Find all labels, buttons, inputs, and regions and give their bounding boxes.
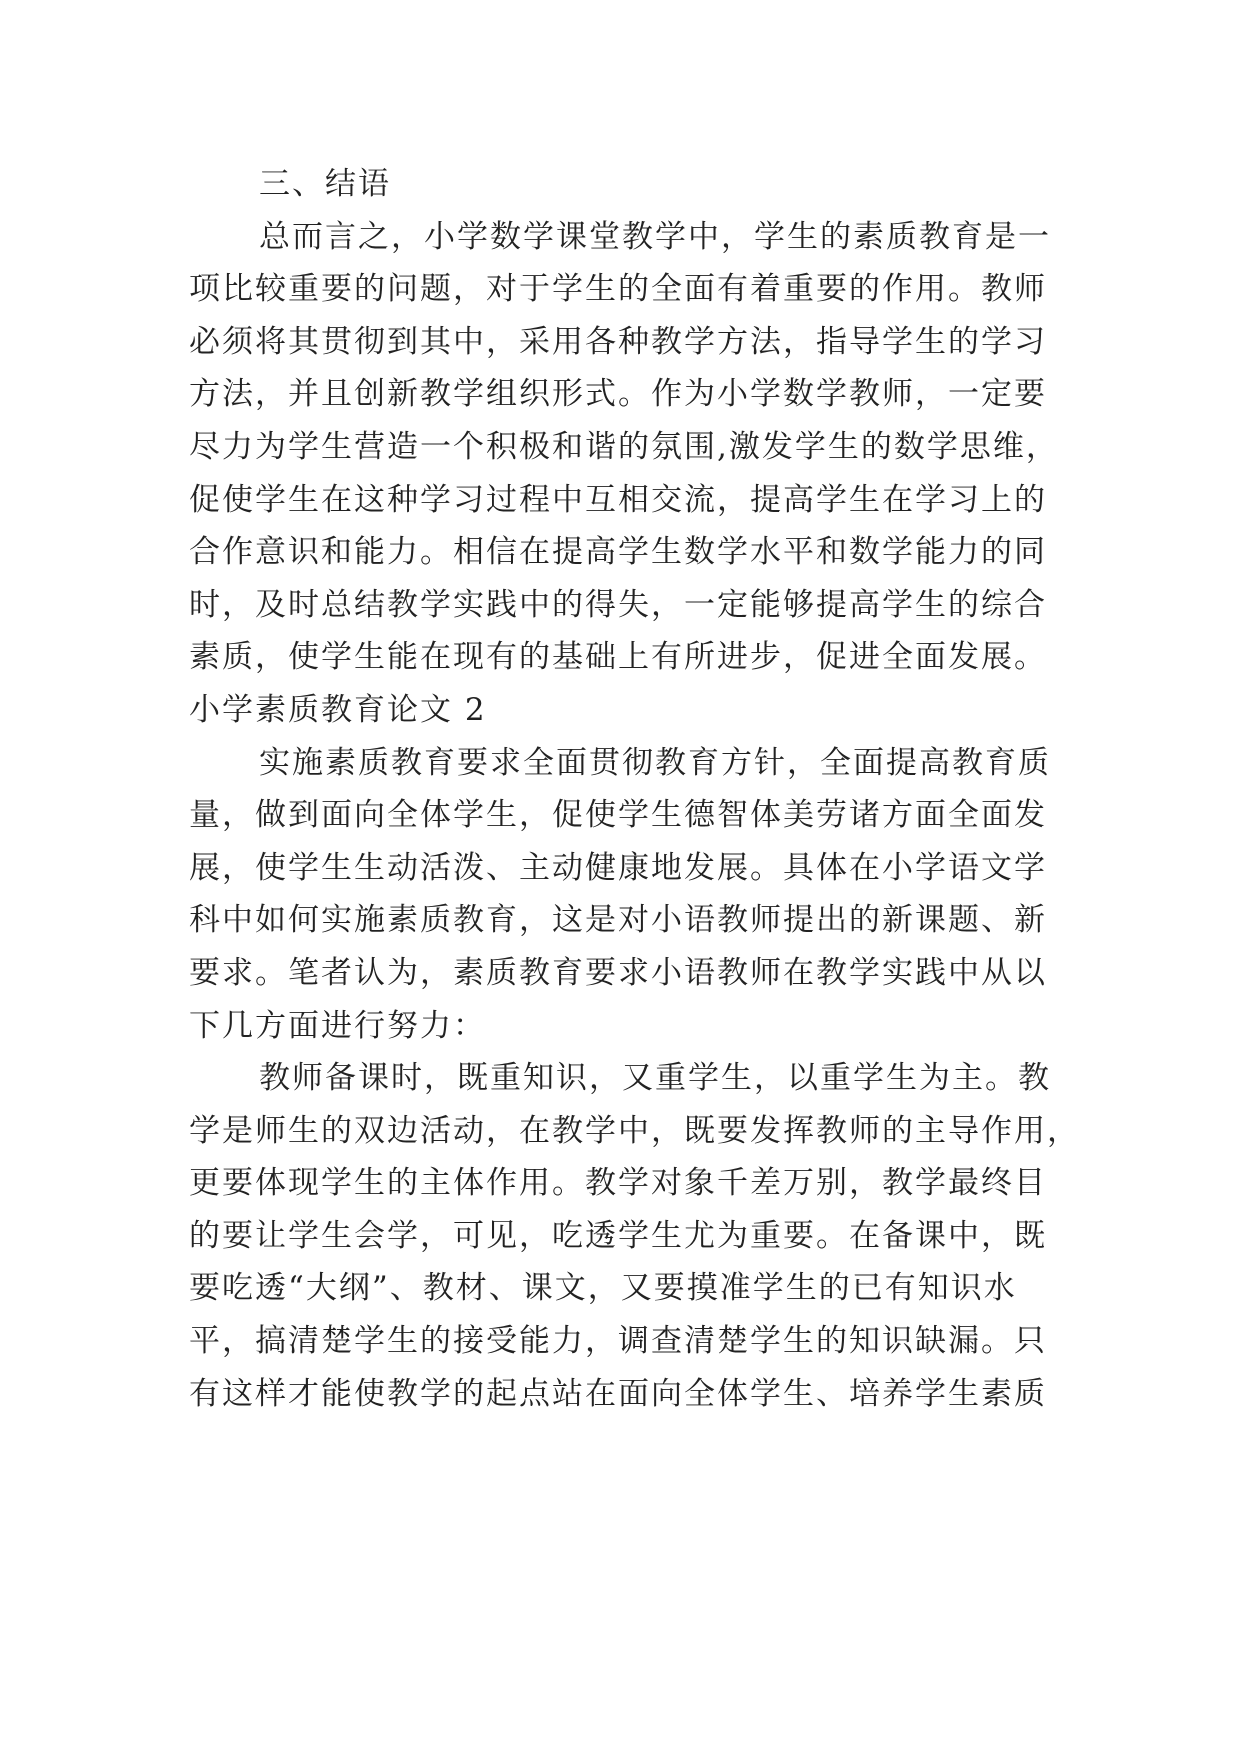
text-line: 实施素质教育要求全面贯彻教育方针，全面提高教育质 bbox=[259, 744, 1051, 781]
text-line: 合作意识和能力。相信在提高学生数学水平和数学能力的同 bbox=[189, 534, 1047, 571]
text-line: 方法，并且创新教学组织形式。作为小学数学教师，一定要 bbox=[189, 376, 1047, 413]
text-line: 三、结语 bbox=[259, 166, 391, 202]
text-line: 的要让学生会学，可见，吃透学生尤为重要。在备课中，既 bbox=[189, 1217, 1047, 1254]
text-line: 更要体现学生的主体作用。教学对象千差万别，教学最终目 bbox=[189, 1165, 1047, 1202]
text-line: 教师备课时，既重知识，又重学生，以重学生为主。教 bbox=[259, 1060, 1051, 1097]
text-line: 时，及时总结教学实践中的得失，一定能够提高学生的综合 bbox=[189, 586, 1047, 623]
text-line: 量，做到面向全体学生，促使学生德智体美劳诸方面全面发 bbox=[189, 797, 1047, 834]
text-line: 尽力为学生营造一个积极和谐的氛围,激发学生的数学思维， bbox=[189, 428, 1059, 465]
text-line: 要吃透“大纲”、教材、课文，又要摸准学生的已有知识水 bbox=[189, 1270, 1017, 1307]
text-line: 有这样才能使教学的起点站在面向全体学生、培养学生素质 bbox=[189, 1375, 1047, 1412]
document-body bbox=[189, 158, 1080, 1420]
text-line: 平，搞清楚学生的接受能力，调查清楚学生的知识缺漏。只 bbox=[189, 1323, 1047, 1360]
text-line: 总而言之，小学数学课堂教学中，学生的素质教育是一 bbox=[259, 218, 1051, 255]
text-line: 要求。笔者认为，素质教育要求小语教师在教学实践中从以 bbox=[189, 954, 1047, 991]
text-line: 素质，使学生能在现有的基础上有所进步，促进全面发展。 bbox=[189, 639, 1047, 676]
text-line: 促使学生在这种学习过程中互相交流，提高学生在学习上的 bbox=[189, 481, 1047, 518]
text-line: 下几方面进行努力： bbox=[189, 1007, 486, 1044]
text-line: 学是师生的双边活动，在教学中，既要发挥教师的主导作用， bbox=[189, 1112, 1080, 1149]
text-line: 小学素质教育论文 2 bbox=[189, 691, 487, 728]
text-line: 科中如何实施素质教育，这是对小语教师提出的新课题、新 bbox=[189, 902, 1047, 939]
text-line: 展，使学生生动活泼、主动健康地发展。具体在小学语文学 bbox=[189, 849, 1047, 886]
text-line: 必须将其贯彻到其中，采用各种教学方法，指导学生的学习 bbox=[189, 323, 1047, 360]
text-line: 项比较重要的问题，对于学生的全面有着重要的作用。教师 bbox=[189, 271, 1047, 308]
